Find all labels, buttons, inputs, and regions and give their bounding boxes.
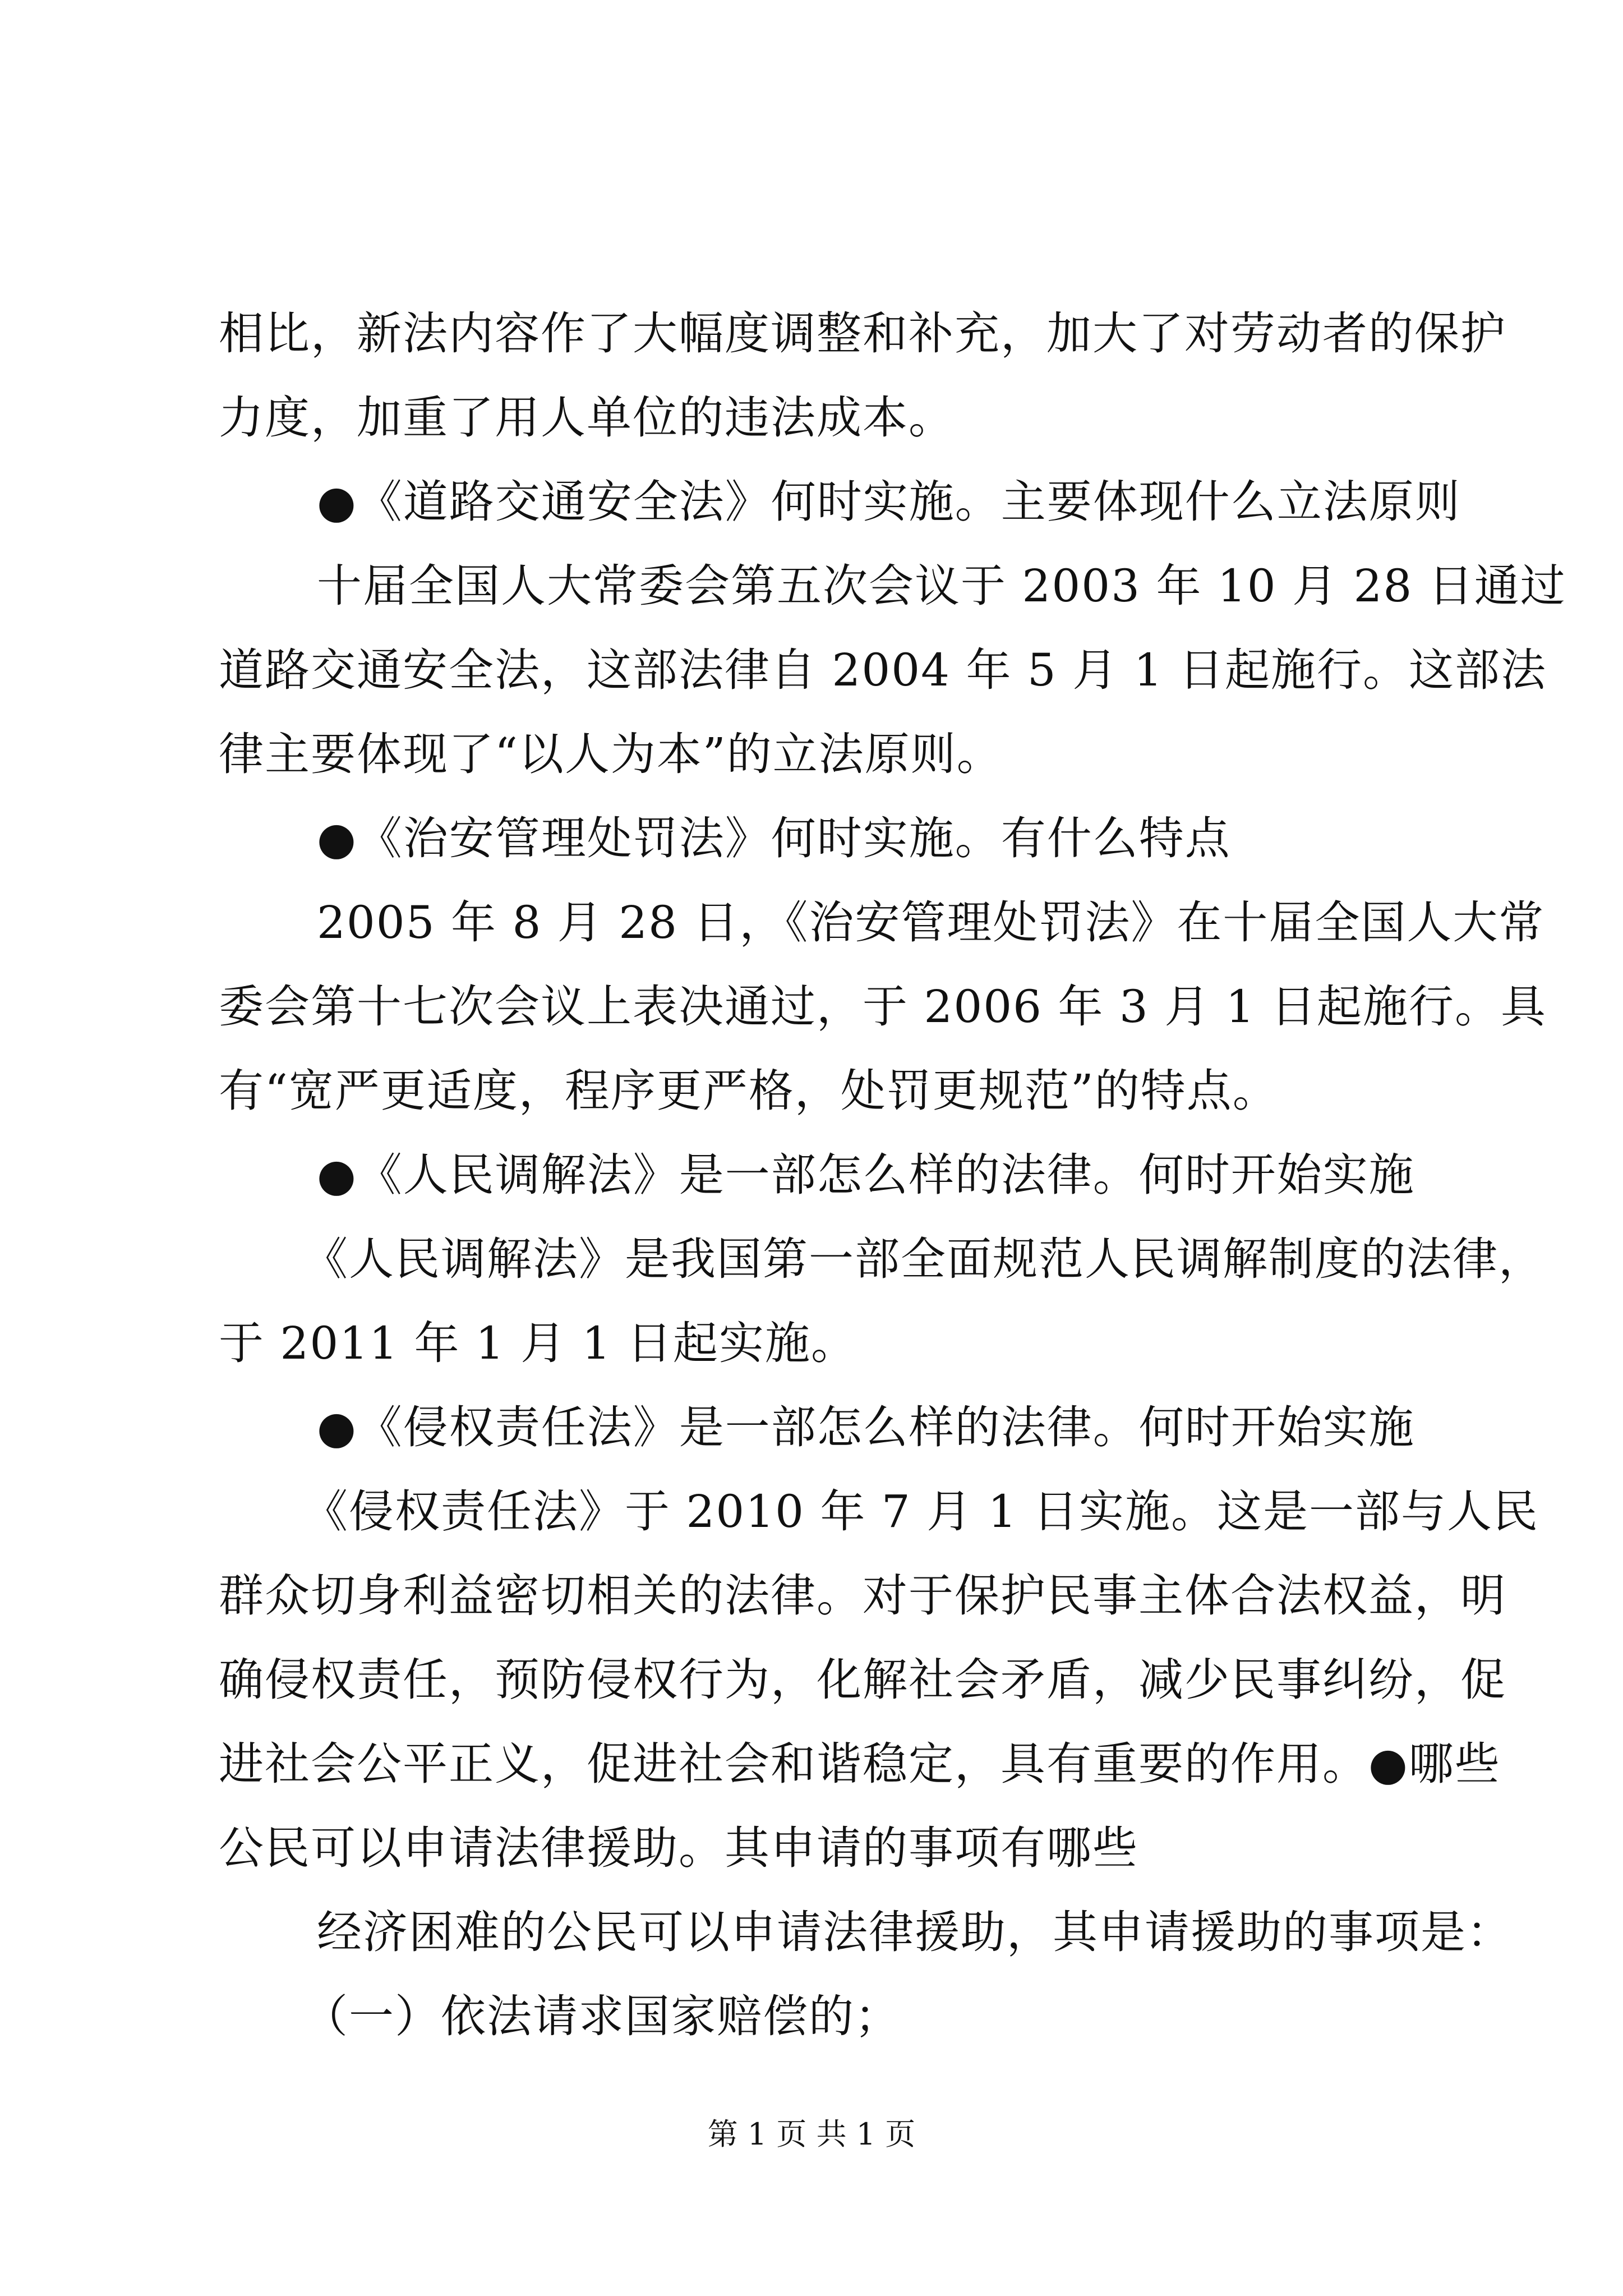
text-line: 公民可以申请法律援助。其申请的事项有哪些 <box>219 1822 1138 1874</box>
text-line: 经济困难的公民可以申请法律援助，其申请援助的事项是： <box>317 1906 1513 1958</box>
section-heading: ●《人民调解法》是一部怎么样的法律。何时开始实施 <box>317 1149 1415 1201</box>
text-line: 相比，新法内容作了大幅度调整和补充，加大了对劳动者的保护 <box>219 307 1506 360</box>
text-line: 于 2011 年 1 月 1 日起实施。 <box>219 1317 857 1369</box>
section-heading: ●《道路交通安全法》何时实施。主要体现什么立法原则 <box>317 476 1461 528</box>
text-line: 群众切身利益密切相关的法律。对于保护民事主体合法权益，明 <box>219 1570 1506 1622</box>
section-heading: ●《侵权责任法》是一部怎么样的法律。何时开始实施 <box>317 1401 1415 1453</box>
text-line: 道路交通安全法，这部法律自 2004 年 5 月 1 日起施行。这部法 <box>219 644 1547 696</box>
text-line: 律主要体现了“以人为本”的立法原则。 <box>219 728 1003 780</box>
text-line: 十届全国人大常委会第五次会议于 2003 年 10 月 28 日通过 <box>317 560 1566 612</box>
text-line: 确侵权责任，预防侵权行为，化解社会矛盾，减少民事纠纷，促 <box>219 1654 1506 1706</box>
page-footer: 第 1 页 共 1 页 <box>707 2116 916 2152</box>
list-item: （一）依法请求国家赔偿的； <box>303 1990 901 2042</box>
text-line: 委会第十七次会议上表决通过，于 2006 年 3 月 1 日起施行。具 <box>219 981 1547 1033</box>
text-line: 力度，加重了用人单位的违法成本。 <box>219 392 955 444</box>
text-line: 进社会公平正义，促进社会和谐稳定，具有重要的作用。●哪些 <box>219 1738 1501 1790</box>
text-line: 《人民调解法》是我国第一部全面规范人民调解制度的法律， <box>303 1233 1544 1285</box>
text-line: 有“宽严更适度，程序更严格，处罚更规范”的特点。 <box>219 1065 1279 1117</box>
section-heading: ●《治安管理处罚法》何时实施。有什么特点 <box>317 812 1231 864</box>
text-line: 2005 年 8 月 28 日，《治安管理处罚法》在十届全国人大常 <box>317 896 1545 949</box>
text-line: 《侵权责任法》于 2010 年 7 月 1 日实施。这是一部与人民 <box>303 1485 1539 1538</box>
document-body <box>219 292 1566 2059</box>
